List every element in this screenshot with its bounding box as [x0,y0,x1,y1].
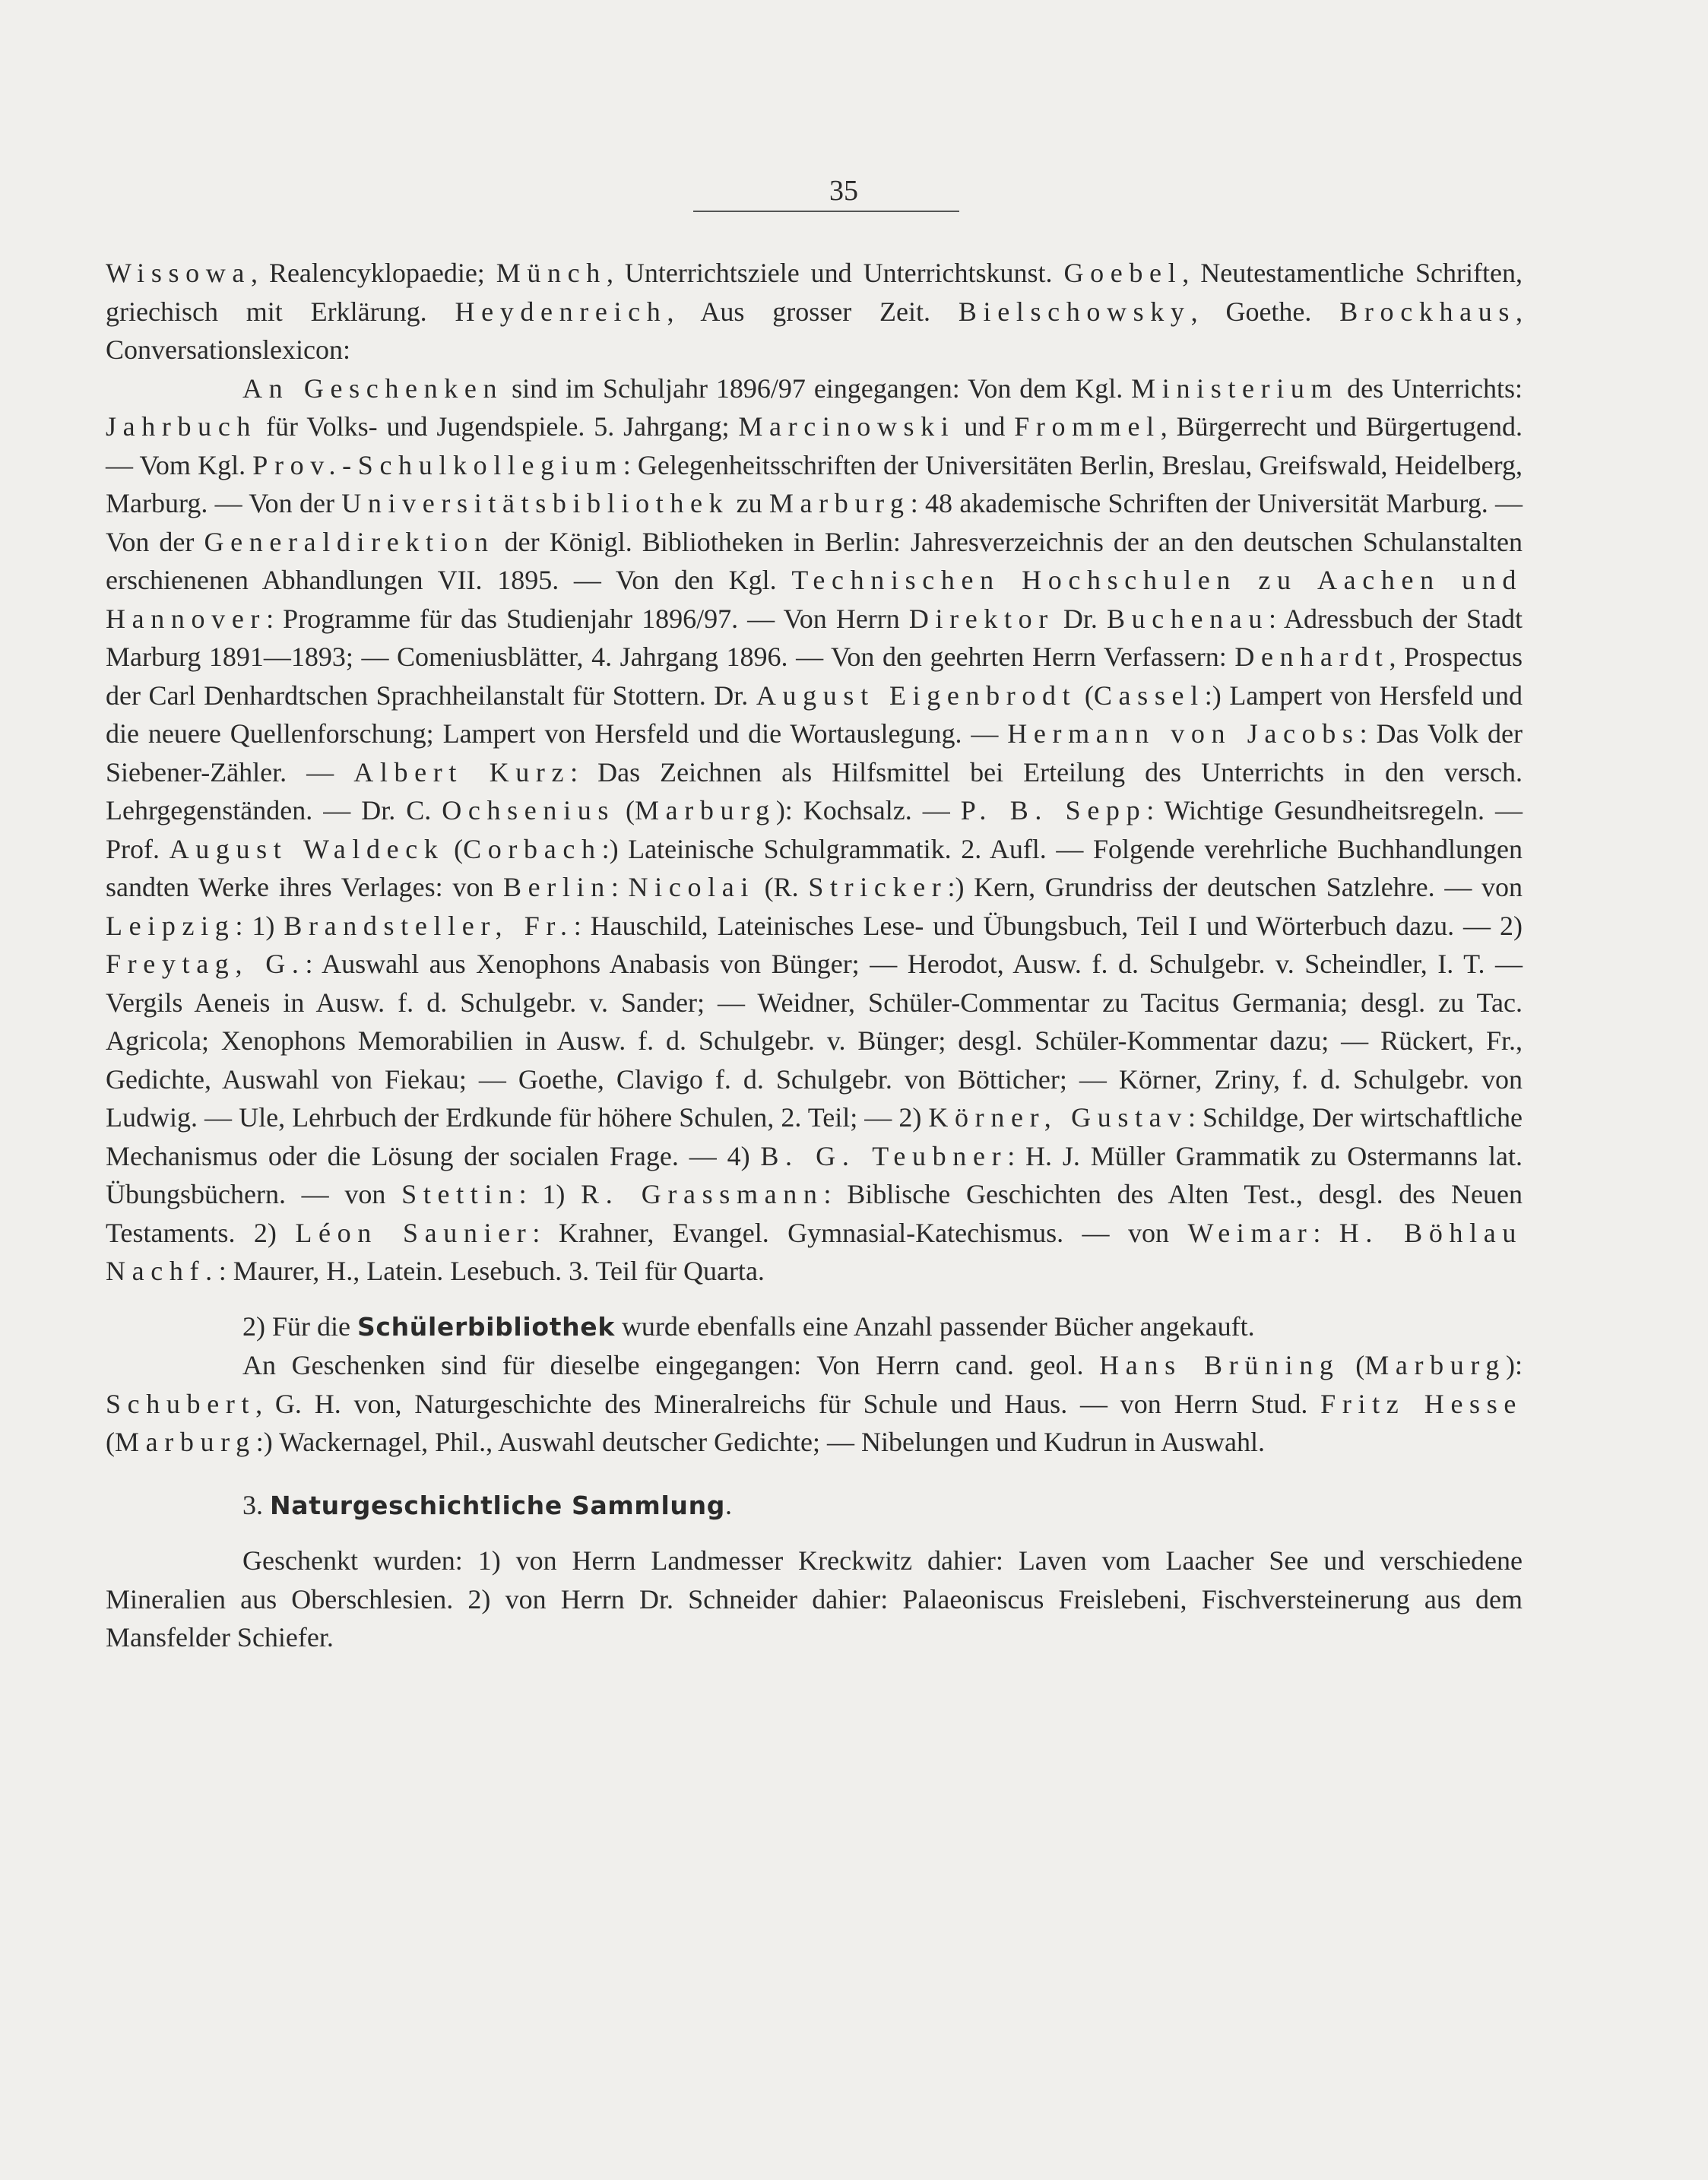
text-run: 2) Für die [242,1310,357,1342]
text-run: : Maurer, H., Latein. Lesebuch. 3. Teil für Quarta. [218,1256,765,1286]
text-run: : Das Zeichnen als Hilfsmittel bei Erteilung des Unterrichts in den versch. Lehrgegenständen. — Dr. C. [106,756,1523,825]
spaced-name: Weimar [1187,1217,1313,1248]
text-run: : Gelegenheitsschriften der Universitäten Berlin, Breslau, Greifswald, Heidelberg, Marburg. — Von der [106,449,1523,518]
text-run: : Programme für das Studienjahr 1896/97. — Von Herrn [266,603,909,634]
paragraph-naturgeschichtliche-heading [106,1486,1523,1526]
spaced-name: Münch [496,258,607,288]
text-run: , G. H. von, Naturgeschichte des Mineralreichs für Schule und Haus. — von Herrn Stud. [255,1388,1321,1419]
spaced-name: Ministerium [1131,372,1339,404]
text-run: , Bürgerrecht und Bürgertugend. — Vom Kgl. [106,411,1523,480]
spaced-name: Bielschowsky [958,296,1191,327]
spaced-name: An Geschenken [242,372,504,404]
text-run: : Auswahl aus Xenophons Anabasis von Bünger; — Herodot, Ausw. f. d. Schulgebr. v. Scheindler, I. T. — Vergils Aeneis in Ausw. f. d. Schulgebr. v. Sander; — Weidner, Schüler-Commentar zu Tacitus Germania; desgl. zu Tac. Agricola; Xenophons Memorabilien in Ausw. f. d. Schulgebr. v. Bünger; desgl. Schüler-Kommentar dazu; — Rückert, Fr., Gedichte, Auswahl von Fiekau; — Goethe, Clavigo f. d. Schulgebr. von Bötticher; — Körner, Zriny, f. d. Schulgebr. von Ludwig. — Ule, Lehrbuch der Erdkunde für höhere Schulen, 2. Teil; — 2) [106,949,1523,1133]
text-run: :) Kern, Grundriss der deutschen Satzlehre. — von [947,872,1523,902]
spaced-name: Schubert [106,1388,256,1419]
spaced-name: Marburg [768,488,911,518]
text-run: 3. [242,1489,270,1520]
text-run: : 1) [518,1179,581,1209]
text-run: : [610,872,629,902]
spaced-name: Corbach [463,833,602,864]
spaced-name: Wissowa [106,258,252,288]
text-run: : [1313,1217,1339,1248]
spaced-name: Stricker [808,872,948,902]
spaced-name: R. Grassmann [581,1179,824,1209]
spaced-name: Berlin [503,872,611,902]
text-run: : Adressbuch der Stadt Marburg 1891—1893; — Comeniusblätter, 4. Jahrgang 1896. — Von den geehrten Herrn Verfassern: [106,603,1523,672]
spaced-name: August Eigenbrodt [756,680,1077,711]
spaced-name: Marcinowski [738,411,955,442]
text-run: für Volks- und Jugendspiele. 5. Jahrgang; [257,411,739,442]
paragraph-schuelerbibliothek-geschenke [106,1346,1523,1462]
text-run: ): [1506,1350,1523,1380]
spaced-name: Fritz Hesse [1320,1388,1523,1419]
spaced-name: Ochsenius [442,795,616,825]
spaced-name: Heydenreich [455,296,667,327]
spaced-name: Freytag, G. [106,949,306,979]
spaced-name: Technischen Hochschulen zu Aachen und Hannover [106,565,1523,634]
text-run: zu [729,488,769,518]
text-run: : Hauschild, Lateinisches Lese- und Übungsbuch, Teil I und Wörterbuch dazu. — 2) [573,910,1523,941]
spaced-name: Prov.-Schulkollegium [252,449,623,480]
text-run: , Realencyklopaedie; [251,258,496,288]
spaced-name: Albert Kurz [353,756,571,787]
text-run: sind im Schuljahr 1896/97 eingegangen: Von dem Kgl. [503,372,1132,404]
spaced-name: Universitätsbibliothek [341,488,730,518]
text-run: , Neutestamentliche Schriften, griechisch mit Erklärung. [106,258,1523,327]
paragraph-naturgeschichtliche-text [106,1542,1523,1657]
text-run: Geschenkt wurden: 1) von Herrn Landmesser Kreckwitz dahier: Laven vom Laacher See und verschiedene Mineralien aus Oberschlesien. 2) von Herrn Dr. Schneider dahier: Palaeoniscus Freislebeni, Fischversteinerung aus dem Mansfelder Schiefer. [106,1545,1523,1652]
spaced-name: Brandsteller, Fr. [284,910,574,941]
text-run: , Goethe. [1190,296,1340,327]
spaced-name: Körner, Gustav [928,1102,1188,1133]
spaced-name: Marburg [115,1427,256,1457]
bold-heading: Schülerbibliothek [356,1311,615,1342]
spaced-name: Marburg [1364,1350,1506,1380]
text-run: und [955,411,1015,442]
spaced-name: H. Böhlau Nachf. [106,1217,1523,1286]
spaced-name: Goebel [1063,258,1183,288]
spaced-name: Hermann von Jacobs [1007,718,1360,749]
spaced-name: Direktor [908,603,1054,634]
text-run: :) Wackernagel, Phil., Auswahl deutscher Gedichte; — Nibelungen und Kudrun in Auswahl. [255,1427,1265,1457]
text-run: : Krahner, Evangel. Gymnasial-Katechismus. — von [532,1217,1188,1248]
text-run: des Unterrichts: [1339,372,1523,404]
spaced-name: Frommel [1014,411,1161,442]
text-run: , Unterrichtsziele und Unterrichtskunst. [606,258,1064,288]
text-run: der Königl. Bibliotheken in Berlin: Jahresverzeichnis der an den deutschen Schulanstalten erschienenen Abhandlungen VII. 1895. — Von den Kgl. [106,526,1523,595]
spaced-name: Generaldirektion [204,526,495,557]
text-run: : 1) [235,910,284,941]
text-run: :) Lampert von Hersfeld und die neuere Quellenforschung; Lampert von Hersfeld und die Wortauslegung. — [106,680,1523,749]
spaced-name: Marburg [635,795,776,825]
text-run: ( [1076,680,1094,711]
text-run: ( [615,795,635,825]
bold-heading: Naturgeschichtliche Sammlung [270,1490,726,1520]
spaced-name: P. B. Sepp [960,795,1147,825]
text-run: : Biblische Geschichten des Alten Test., desgl. des Neuen Testaments. 2) [106,1179,1523,1248]
spaced-name: Brockhaus [1339,296,1516,327]
text-run: ( [444,833,464,864]
body-text [106,254,1523,1657]
text-run: . [725,1489,733,1520]
header-rule [693,211,959,212]
text-run: wurde ebenfalls eine Anzahl passender Bücher angekauft. [614,1310,1255,1342]
page-number: 35 [829,175,858,207]
spaced-name: Jahrbuch [106,411,258,442]
spaced-name: Denhardt [1234,642,1390,672]
paragraph-geschenke-lehrerbibliothek [106,369,1523,1291]
text-run: , Prospectus der Carl Denhardtschen Sprachheilanstalt für Stottern. Dr. [106,642,1523,711]
text-run: ( [1339,1350,1365,1380]
spaced-name: Hans Brüning [1099,1350,1340,1380]
text-run: : Das Volk der Siebener-Zähler. — [106,718,1523,787]
spaced-name: August Waldeck [169,833,445,864]
text-run: Dr. [1054,603,1107,634]
spaced-name: Léon Saunier [295,1217,533,1248]
paragraph-schuelerbibliothek [106,1307,1523,1347]
text-run: : H. J. Müller Grammatik zu Ostermanns lat. Übungsbüchern. — von [106,1140,1523,1209]
text-run: ( [106,1427,115,1457]
paragraph-continued-list [106,254,1523,369]
text-run: : Wichtige Gesundheitsregeln. — Prof. [106,795,1523,864]
spaced-name: Leipzig [106,910,236,941]
text-run: : Schildge, Der wirtschaftliche Mechanismus oder die Lösung der socialen Frage. — 4) [106,1102,1523,1171]
text-run: :) Lateinische Schulgrammatik. 2. Aufl. — Folgende verehrliche Buchhandlungen sandten Werke ihres Verlages: von [106,833,1523,902]
spaced-name: Cassel [1093,680,1205,711]
spaced-name: Nicolai [628,872,755,902]
text-run: , Aus grosser Zeit. [667,296,959,327]
text-run: : 48 akademische Schriften der Universität Marburg. — Von der [106,488,1523,557]
text-run: (R. [755,872,809,902]
spaced-name: Buchenau [1106,603,1269,634]
spaced-name: B. G. Teubner [760,1140,1008,1171]
spaced-name: Stettin [401,1179,519,1209]
text-run: An Geschenken sind für dieselbe eingegangen: Von Herrn cand. geol. [242,1350,1100,1380]
text-run: , Conversationslexicon: [106,296,1523,365]
text-run: ): Kochsalz. — [775,795,961,825]
